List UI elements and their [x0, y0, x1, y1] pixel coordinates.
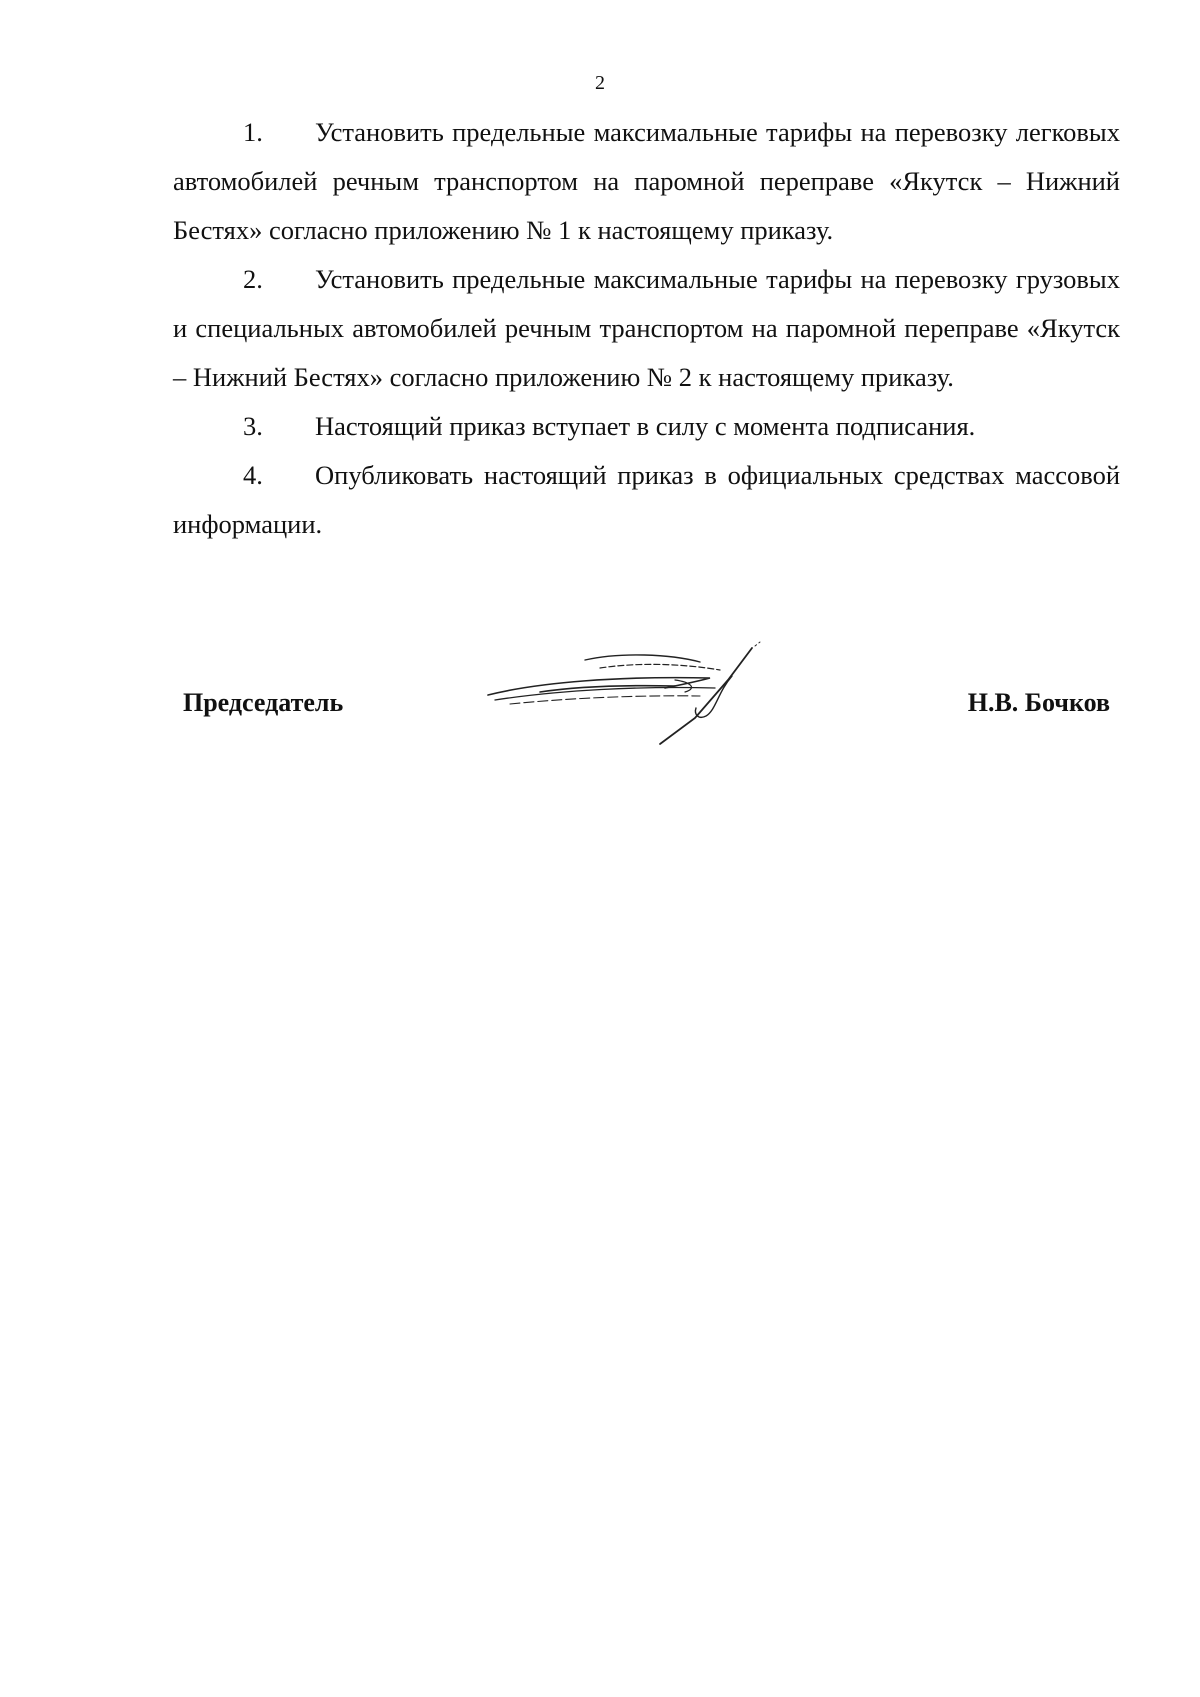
paragraph-number: 3.	[243, 411, 263, 441]
paragraph-text: Установить предельные максимальные тарифы на перевозку легковых автомобилей речным транспортом на паромной переправе «Якутск – Нижний Бестях» согласно приложению № 1 к настоящему приказу.	[173, 117, 1120, 245]
signatory-title: Председатель	[183, 688, 344, 717]
paragraph-number: 2.	[243, 264, 263, 294]
paragraph-number: 1.	[243, 117, 263, 147]
paragraph-text: Установить предельные максимальные тарифы на перевозку грузовых и специальных автомобилей речным транспортом на паромной переправе «Якутск – Нижний Бестях» согласно приложению № 2 к настоящему приказу.	[173, 264, 1120, 392]
signatory-name: Н.В. Бочков	[967, 688, 1110, 717]
paragraph-text: Настоящий приказ вступает в силу с момента подписания.	[315, 411, 976, 441]
document-body	[173, 108, 1120, 549]
handwritten-signature-icon	[470, 640, 790, 750]
paragraph-4	[173, 451, 1120, 549]
paragraph-3	[173, 402, 1120, 451]
paragraph-number: 4.	[243, 460, 263, 490]
paragraph-text: Опубликовать настоящий приказ в официальных средствах массовой информации.	[173, 460, 1120, 539]
paragraph-2	[173, 255, 1120, 402]
page-number: 2	[595, 72, 605, 94]
paragraph-1	[173, 108, 1120, 255]
signature-block	[0, 640, 1200, 760]
